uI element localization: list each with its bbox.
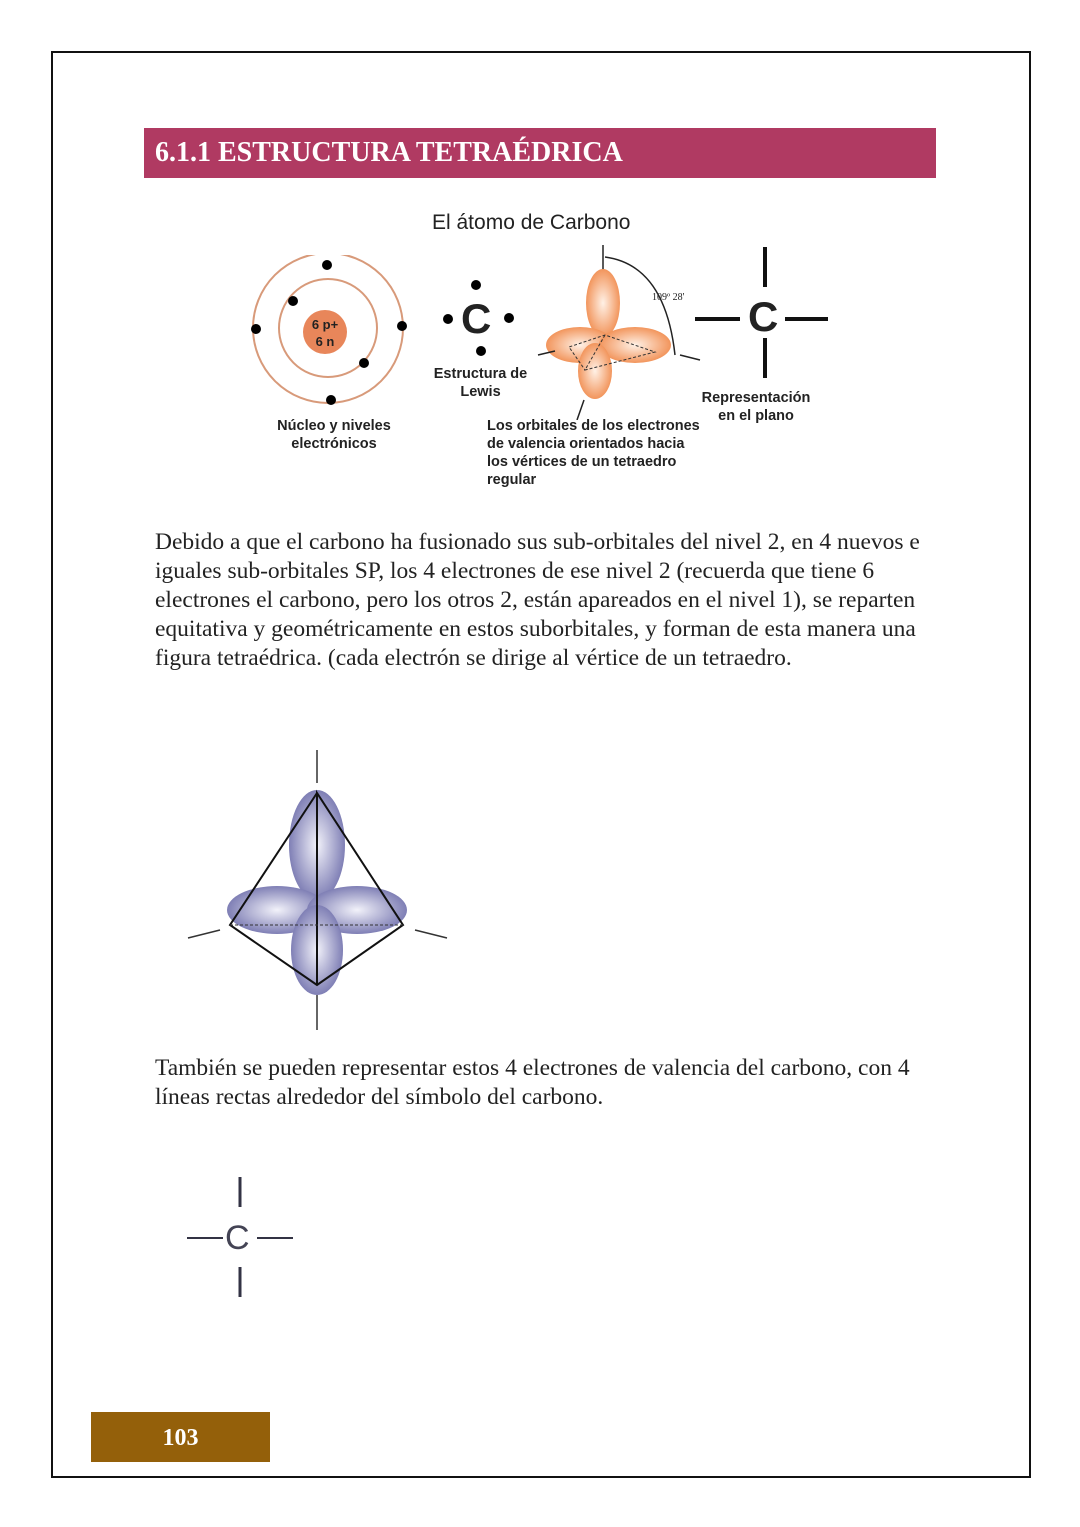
- page-number: 103: [91, 1412, 270, 1462]
- caption-plane: [695, 389, 817, 425]
- carbon-symbol: C: [225, 1219, 250, 1257]
- bond-angle-label: 109º 28': [652, 292, 685, 303]
- caption-line: Estructura de: [433, 366, 528, 382]
- nucleus-label: [307, 316, 343, 350]
- nucleus-protons: 6 p+: [311, 317, 339, 332]
- paragraph-lines: También se pueden representar estos 4 electrones de valencia del carbono, con 4 líneas rectas alrededor del símbolo del carbono.: [155, 1055, 910, 1110]
- caption-orbitals: [487, 417, 700, 489]
- caption-line: los vértices de un tetraedro: [487, 454, 677, 470]
- caption-line: Núcleo y niveles: [277, 418, 391, 434]
- caption-nucleus: [270, 417, 398, 453]
- caption-lewis: [428, 365, 533, 401]
- figure-title: El átomo de Carbono: [432, 211, 631, 234]
- nucleus-neutrons: 6 n: [315, 334, 335, 349]
- caption-line: electrónicos: [291, 436, 377, 452]
- caption-line: Representación: [701, 390, 811, 406]
- lewis-symbol: C: [461, 295, 492, 342]
- paragraph-tetrahedral: Debido a que el carbono ha fusionado sus sub-orbitales del nivel 2, en 4 nuevos e iguales sub-orbitales SP, los 4 electrones de ese nivel 2 (recuerda que tiene 6 electrones el carbono, pero los otros 2, están apareados en el nivel 1), se reparten equitativa y geométricamente en estos suborbitales, y forman de esta manera una figura tetraédrica. (cada electrón se dirige al vértice de un tetraedro.: [155, 529, 920, 671]
- caption-line: Lewis: [460, 384, 501, 400]
- caption-line: Los orbitales de los electrones: [487, 418, 700, 434]
- caption-line: en el plano: [718, 408, 794, 424]
- tetrahedron-orbitals-figure: [185, 745, 450, 1035]
- section-title: 6.1.1 ESTRUCTURA TETRAÉDRICA: [144, 128, 936, 178]
- caption-line: de valencia orientados hacia: [487, 436, 685, 452]
- orbital-tetrahedron-orange: [535, 245, 710, 420]
- plane-symbol: C: [748, 293, 779, 340]
- caption-line: regular: [487, 472, 537, 488]
